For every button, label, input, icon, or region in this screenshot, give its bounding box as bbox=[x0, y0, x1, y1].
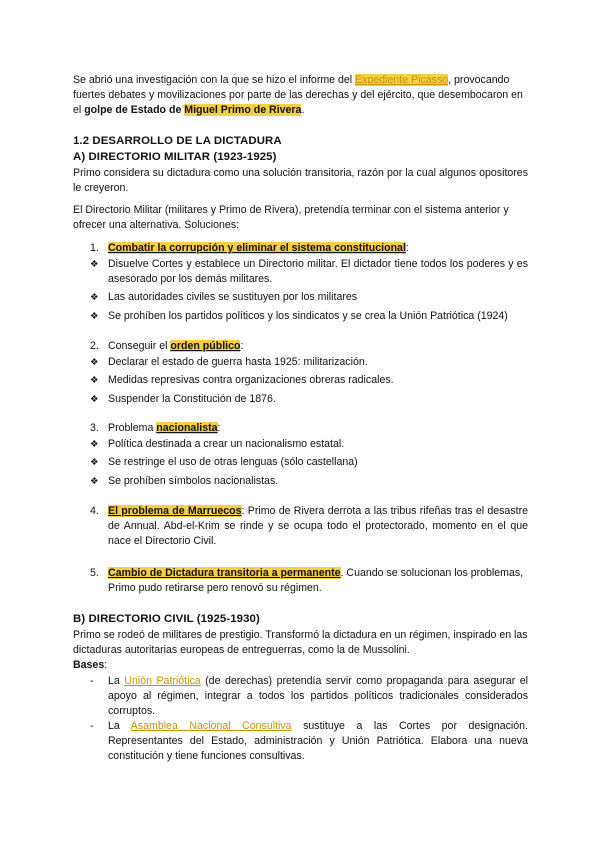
directorio-civil-paragraph: Primo se rodeó de militares de prestigio. Transformó la dictadura en un régimen, inspirado en las dictaduras autoritarias europeas de entreguerras, como la de Mussolini. bbox=[73, 629, 528, 656]
item-text: Conseguir el bbox=[108, 340, 171, 352]
bullet-text: Declarar el estado de guerra hasta 1925: militarización. bbox=[108, 356, 368, 368]
dash-bullet: - bbox=[90, 720, 94, 732]
expediente-picasso-link[interactable]: Expediente Picasso bbox=[355, 74, 449, 86]
item-label-highlight: Cambio de Dictadura transitoria a permanente bbox=[108, 567, 341, 579]
list-number: 5. bbox=[90, 567, 99, 579]
list-number: 3. bbox=[90, 422, 99, 434]
directorio-militar-paragraph: Primo considera su dictadura como una solución transitoria, razón por la cual algunos opositores le creyeron. bbox=[73, 167, 528, 194]
bullet-text: Se prohíben símbolos nacionalistas. bbox=[108, 475, 279, 487]
primo-rivera-highlight: Miguel Primo de Rivera bbox=[184, 104, 302, 116]
intro-text: , provocando fuertes debates y movilizaciones por parte de las derechas y del ejército, que desembocaron en el bbox=[73, 74, 523, 116]
intro-text: . bbox=[301, 104, 305, 116]
asamblea-nacional-link[interactable]: Asamblea Nacional Consultiva bbox=[130, 720, 292, 732]
diamond-bullet-icon: ❖ bbox=[90, 457, 99, 468]
item-label-highlight: orden público bbox=[170, 340, 241, 352]
item-text: : Primo de Rivera derrota a las tribus rifeñas tras el desastre de Annual. Abd-el-Krim se rinde y se ocupa todo el protectorado, momento en el que nace el Directorio Civil. bbox=[108, 505, 528, 547]
item-text: : bbox=[217, 422, 221, 434]
subtitle-directorio-militar: A) DIRECTORIO MILITAR (1923-1925) bbox=[73, 151, 277, 163]
diamond-bullet-icon: ❖ bbox=[90, 439, 99, 450]
intro-text: Se abrió una investigación con la que se hizo el informe del bbox=[73, 74, 356, 86]
section-title: 1.2 DESARROLLO DE LA DICTADURA bbox=[73, 135, 282, 147]
item-text: : bbox=[405, 242, 409, 254]
diamond-bullet-icon: ❖ bbox=[90, 292, 99, 303]
diamond-bullet-icon: ❖ bbox=[90, 394, 99, 405]
list-number: 1. bbox=[90, 242, 99, 254]
bullet-text: Las autoridades civiles se sustituyen por los militares bbox=[108, 291, 358, 303]
dash-item bbox=[108, 719, 528, 764]
diamond-bullet-icon: ❖ bbox=[90, 375, 99, 386]
list-item bbox=[108, 241, 528, 256]
list-item bbox=[108, 421, 528, 436]
bullet-text: Medidas represivas contra organizaciones obreras radicales. bbox=[108, 374, 394, 386]
item-text: (de derechas) pretendía servir como propaganda para asegurar el apoyo al régimen, integrar a todos los partidos políticos tradicionales considerados corruptos. bbox=[108, 675, 528, 717]
bullet-text: Se prohíben los partidos políticos y los sindicatos y se crea la Unión Patriótica (1924) bbox=[108, 310, 508, 322]
list-item bbox=[108, 566, 528, 596]
bases-bold: Bases bbox=[73, 659, 105, 671]
dash-item bbox=[108, 674, 528, 719]
item-label-highlight: Combatir la corrupción y eliminar el sistema constitucional bbox=[108, 242, 406, 254]
intro-text: de bbox=[166, 104, 185, 116]
intro-paragraph bbox=[73, 73, 528, 118]
bullet-text: Se restringe el uso de otras lenguas (sólo castellana) bbox=[108, 456, 358, 468]
item-text: . Cuando se solucionan los problemas, Primo pudo retirarse pero renovó su régimen. bbox=[108, 567, 524, 594]
item-label-highlight: El problema de Marruecos bbox=[108, 505, 242, 517]
soluciones-paragraph: El Directorio Militar (militares y Primo de Rivera), pretendía terminar con el sistema anterior y ofrecer una alternativa. Soluciones: bbox=[73, 204, 509, 231]
list-item bbox=[108, 339, 528, 354]
bases-colon: : bbox=[104, 659, 108, 671]
subtitle-directorio-civil: B) DIRECTORIO CIVIL (1925-1930) bbox=[73, 613, 260, 625]
union-patriotica-link[interactable]: Unión Patriótica bbox=[124, 675, 201, 687]
diamond-bullet-icon: ❖ bbox=[90, 311, 99, 322]
item-text: Problema bbox=[108, 422, 157, 434]
bullet-text: Disuelve Cortes y establece un Directorio militar. El dictador tiene todos los poderes y es asesorado por los demás militares. bbox=[108, 258, 528, 285]
item-text: sustituye a las Cortes por designación. Representantes del Estado, administración y Unión Patriótica. Elabora una nueva constitución y tiene funciones consultivas. bbox=[108, 720, 528, 762]
list-number: 4. bbox=[90, 505, 99, 517]
item-text: La bbox=[108, 720, 131, 732]
item-text: : bbox=[240, 340, 244, 352]
dash-bullet: - bbox=[90, 675, 94, 687]
bullet-text: Política destinada a crear un nacionalismo estatal. bbox=[108, 438, 345, 450]
bases-label bbox=[73, 658, 528, 673]
item-label-highlight: nacionalista bbox=[156, 422, 218, 434]
diamond-bullet-icon: ❖ bbox=[90, 259, 99, 270]
list-item bbox=[108, 504, 528, 549]
diamond-bullet-icon: ❖ bbox=[90, 357, 99, 368]
diamond-bullet-icon: ❖ bbox=[90, 476, 99, 487]
bullet-text: Suspender la Constitución de 1876. bbox=[108, 393, 276, 405]
list-number: 2. bbox=[90, 340, 99, 352]
golpe-estado-bold: golpe de Estado bbox=[84, 104, 167, 116]
item-text: La bbox=[108, 675, 125, 687]
